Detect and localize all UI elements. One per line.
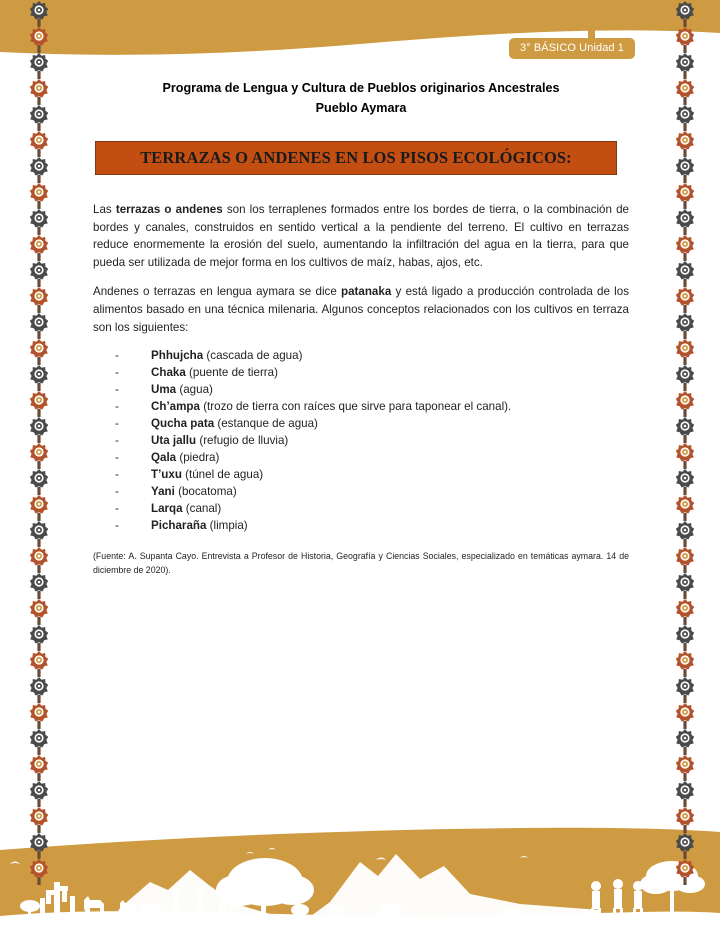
paragraph-terrazas: [93, 201, 629, 271]
list-item: [115, 500, 629, 517]
concept-gloss: (puente de tierra): [185, 366, 278, 380]
list-item: [115, 432, 629, 449]
concept-term: T’uxu: [151, 468, 182, 482]
concept-term: Larqa: [151, 502, 183, 516]
right-decorative-border: [663, 0, 707, 932]
list-item: [115, 449, 629, 466]
list-bullet: -: [115, 400, 119, 414]
concept-gloss: (cascada de agua): [203, 349, 303, 363]
list-bullet: -: [115, 502, 119, 516]
title-line-2: Pueblo Aymara: [315, 101, 407, 115]
concept-term: Uma: [151, 383, 177, 397]
concept-term: Ch’ampa: [151, 400, 200, 414]
list-item: [115, 364, 629, 381]
left-decorative-border: [17, 0, 61, 932]
concept-gloss: (túnel de agua): [181, 468, 264, 482]
par1-text-after: son los terraplenes formados entre los bordes de tierra, o la combinación de bordes y canales, construidos en sentido vertical a la pendiente del terreno. El cultivo en terrazas reduce enormemente la erosión del suelo, aumentando la infiltración del agua en la tierra, para que pueda ser utilizada de mejor forma en los cultivos de maíz, habas, ajos, etc.: [93, 203, 629, 269]
concept-gloss: (trozo de tierra con raíces que sirve para taponear el canal).: [199, 400, 512, 414]
source-citation: (Fuente: A. Supanta Cayo. Entrevista a Profesor de Historia, Geografía y Ciencias Sociales, especializado en temáticas aymara. 14 de diciembre de 2020).: [93, 551, 629, 576]
par2-text-after: y está ligado a producción controlada de los alimentos basado en una técnica milenaria. Algunos conceptos relacionados con los cultivos en terraza son los siguientes:: [93, 285, 629, 334]
section-heading-text: TERRAZAS O ANDENES EN LOS PISOS ECOLÓGICOS:: [140, 148, 572, 167]
concept-term: Qala: [151, 451, 177, 465]
list-item: [115, 381, 629, 398]
list-item: [115, 483, 629, 500]
concept-gloss: (refugio de lluvia): [196, 434, 289, 448]
par2-bold-term: patanaka: [341, 285, 392, 299]
concept-term: Phhujcha: [151, 349, 204, 363]
concept-term: Uta jallu: [151, 434, 197, 448]
list-bullet: -: [115, 451, 119, 465]
par1-text-before: Las: [93, 203, 116, 216]
concept-term: Picharaña: [151, 519, 207, 533]
document-content: [93, 70, 629, 577]
list-bullet: -: [115, 519, 119, 533]
list-bullet: -: [115, 485, 119, 499]
list-bullet: -: [115, 366, 119, 380]
unit-badge: 3° BÁSICO Unidad 1: [509, 38, 635, 59]
concept-gloss: (piedra): [176, 451, 220, 465]
concept-gloss: (bocatoma): [174, 485, 237, 499]
concept-term: Qucha pata: [151, 417, 215, 431]
title-line-1: Programa de Lengua y Cultura de Pueblos originarios Ancestrales: [162, 81, 560, 95]
par1-bold-term: terrazas o andenes: [115, 203, 223, 216]
list-item: [115, 398, 629, 415]
section-heading-banner: [95, 141, 617, 175]
concept-term: Yani: [151, 485, 175, 499]
list-item: [115, 347, 629, 364]
footer-landscape-illustration: [0, 824, 720, 932]
concept-list: [93, 347, 629, 534]
list-item: [115, 415, 629, 432]
par2-text-before: Andenes o terrazas en lengua aymara se dice: [93, 285, 342, 299]
concept-term: Chaka: [151, 366, 186, 380]
list-bullet: -: [115, 434, 119, 448]
concept-gloss: (limpia): [206, 519, 248, 533]
concept-gloss: (canal): [182, 502, 222, 516]
list-bullet: -: [115, 468, 119, 482]
paragraph-patanaka: [93, 283, 629, 336]
header-wave-banner: [0, 0, 720, 70]
concept-gloss: (agua): [176, 383, 213, 397]
list-bullet: -: [115, 349, 119, 363]
list-item: [115, 466, 629, 483]
list-bullet: -: [115, 417, 119, 431]
concept-gloss: (estanque de agua): [214, 417, 318, 431]
list-item: [115, 517, 629, 534]
page-title: [93, 78, 629, 118]
list-bullet: -: [115, 383, 119, 397]
